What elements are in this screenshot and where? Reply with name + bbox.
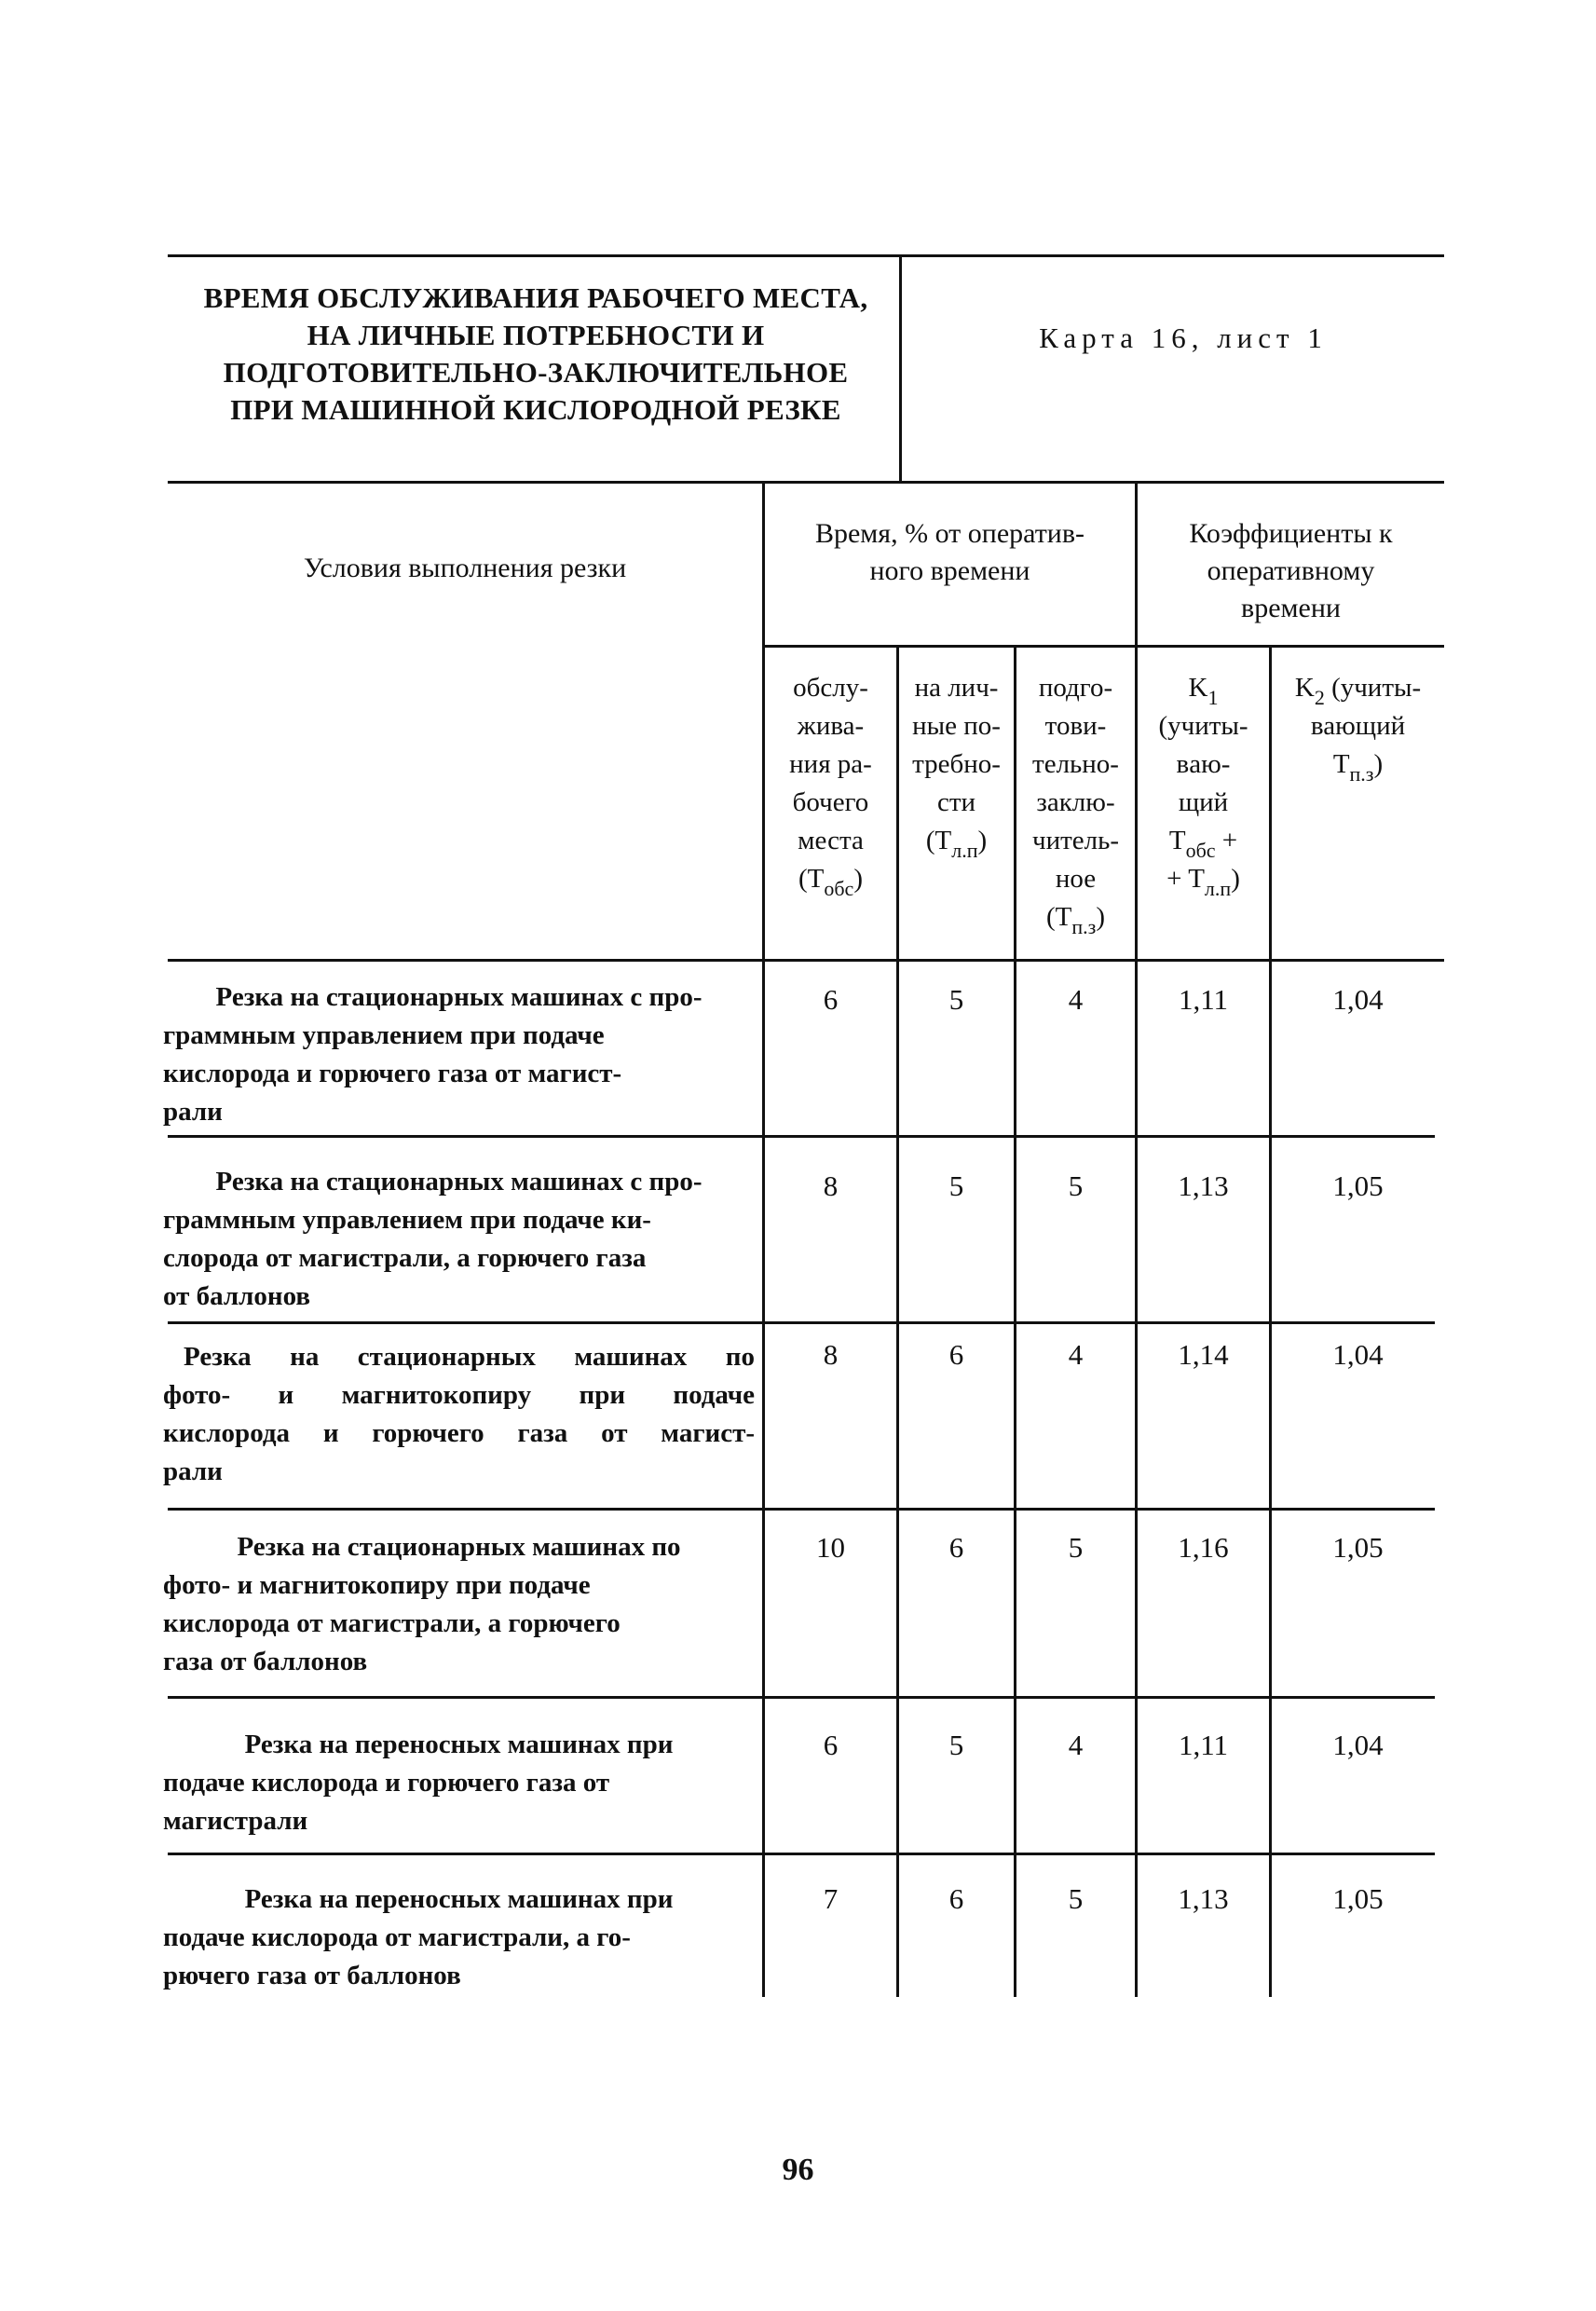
title-line: ВРЕМЯ ОБСЛУЖИВАНИЯ РАБОЧЕГО МЕСТА, (203, 281, 868, 314)
k2-value: 1,05 (1332, 1169, 1384, 1202)
k2-header: $K_2$ (учиты- вающий $T_{п.з}$) (1294, 673, 1422, 786)
service-value: 8 (823, 1338, 839, 1371)
service-value: 6 (823, 1729, 839, 1761)
column-rule (1269, 645, 1272, 1997)
header-bottom-rule (168, 959, 1444, 962)
service-value: 10 (816, 1531, 845, 1564)
personal-value: 5 (948, 1169, 964, 1202)
row-rule (168, 1135, 1435, 1138)
k2-value: 1,04 (1332, 1338, 1384, 1371)
conditions-column-header: Условия выполнения резки (303, 553, 627, 583)
personal-value: 6 (948, 1531, 964, 1564)
k1-value: 1,16 (1178, 1531, 1229, 1564)
prep-value: 4 (1068, 1338, 1084, 1371)
title-line: НА ЛИЧНЫЕ ПОТРЕБНОСТИ И (307, 319, 765, 351)
k1-value: 1,11 (1178, 1729, 1229, 1761)
table-row-condition: Резка на переносных машинах при подаче кислорода и горючего газа от магистрали (163, 1730, 674, 1836)
prep-value: 5 (1068, 1169, 1084, 1202)
prep-value: 5 (1068, 1531, 1084, 1564)
personal-value: 5 (948, 1729, 964, 1761)
service-value: 6 (823, 983, 839, 1016)
row-rule (168, 1696, 1435, 1699)
prep-value: 4 (1068, 983, 1084, 1016)
row-rule (168, 1853, 1435, 1855)
title-line: ПОДГОТОВИТЕЛЬНО-ЗАКЛЮЧИТЕЛЬНОЕ (223, 356, 849, 389)
k1-value: 1,13 (1178, 1169, 1229, 1202)
header-divider (899, 254, 902, 481)
prep-value: 4 (1068, 1729, 1084, 1761)
k1-header: $K_1$ (учиты- вaю- щий $T_{обс}$ + + $T_{л.п}$) (1158, 673, 1248, 900)
k1-value: 1,11 (1178, 983, 1229, 1016)
prep-value: 5 (1068, 1882, 1084, 1915)
k2-value: 1,05 (1332, 1882, 1384, 1915)
row-rule (168, 1508, 1435, 1511)
row-rule (168, 1321, 1435, 1324)
k2-value: 1,04 (1332, 983, 1384, 1016)
coefficients-group-header: Коэффициенты к оперативному времени (1189, 518, 1393, 623)
k1-value: 1,14 (1178, 1338, 1229, 1371)
header-top-rule (168, 254, 1444, 257)
service-value: 7 (823, 1882, 839, 1915)
subheader-rule (764, 645, 1444, 648)
table-row-condition: Резка на стационарных машинах с про- граммным управлением при подаче кислорода и горючего газа от магист- рали (163, 982, 703, 1127)
title-line: ПРИ МАШИННОЙ КИСЛОРОДНОЙ РЕЗКЕ (230, 393, 841, 426)
personal-value: 6 (948, 1338, 964, 1371)
service-time-header: обслу- жива- ния ра- бочего места $(T_{обс})$ (789, 673, 872, 900)
table-row-condition: Резка на стационарных машинах по фото- и магнитокопиру при подаче кислорода и горючего газа от магист- рали (163, 1342, 755, 1486)
service-value: 8 (823, 1169, 839, 1202)
table-row-condition: Резка на стационарных машинах с про- граммным управлением при подаче ки- слорода от магистрали, а горючего газа от баллонов (163, 1167, 703, 1311)
table-row-condition: Резка на стационарных машинах по фото- и магнитокопиру при подаче кислорода от магистрали, а горючего газа от баллонов (163, 1532, 681, 1676)
k2-value: 1,04 (1332, 1729, 1384, 1761)
k2-value: 1,05 (1332, 1531, 1384, 1564)
card-label: Карта 16, лист 1 (1039, 321, 1328, 354)
k1-value: 1,13 (1178, 1882, 1229, 1915)
personal-needs-header: на лич- ные по- требно- сти $(T_{л.п})$ (912, 673, 1001, 862)
table-row-condition: Резка на переносных машинах при подаче кислорода от магистрали, а го- рючего газа от баллонов (163, 1884, 674, 1990)
preparatory-header: подго- тови- тельно- заклю- читель- ное $(T_{п.з})$ (1031, 673, 1119, 938)
page-number: 96 (782, 2153, 814, 2187)
personal-value: 6 (948, 1882, 964, 1915)
table-top-rule (168, 481, 1444, 484)
time-group-header: Время, % от оператив- ного времени (814, 518, 1085, 586)
document-title (172, 280, 899, 429)
personal-value: 5 (948, 983, 964, 1016)
